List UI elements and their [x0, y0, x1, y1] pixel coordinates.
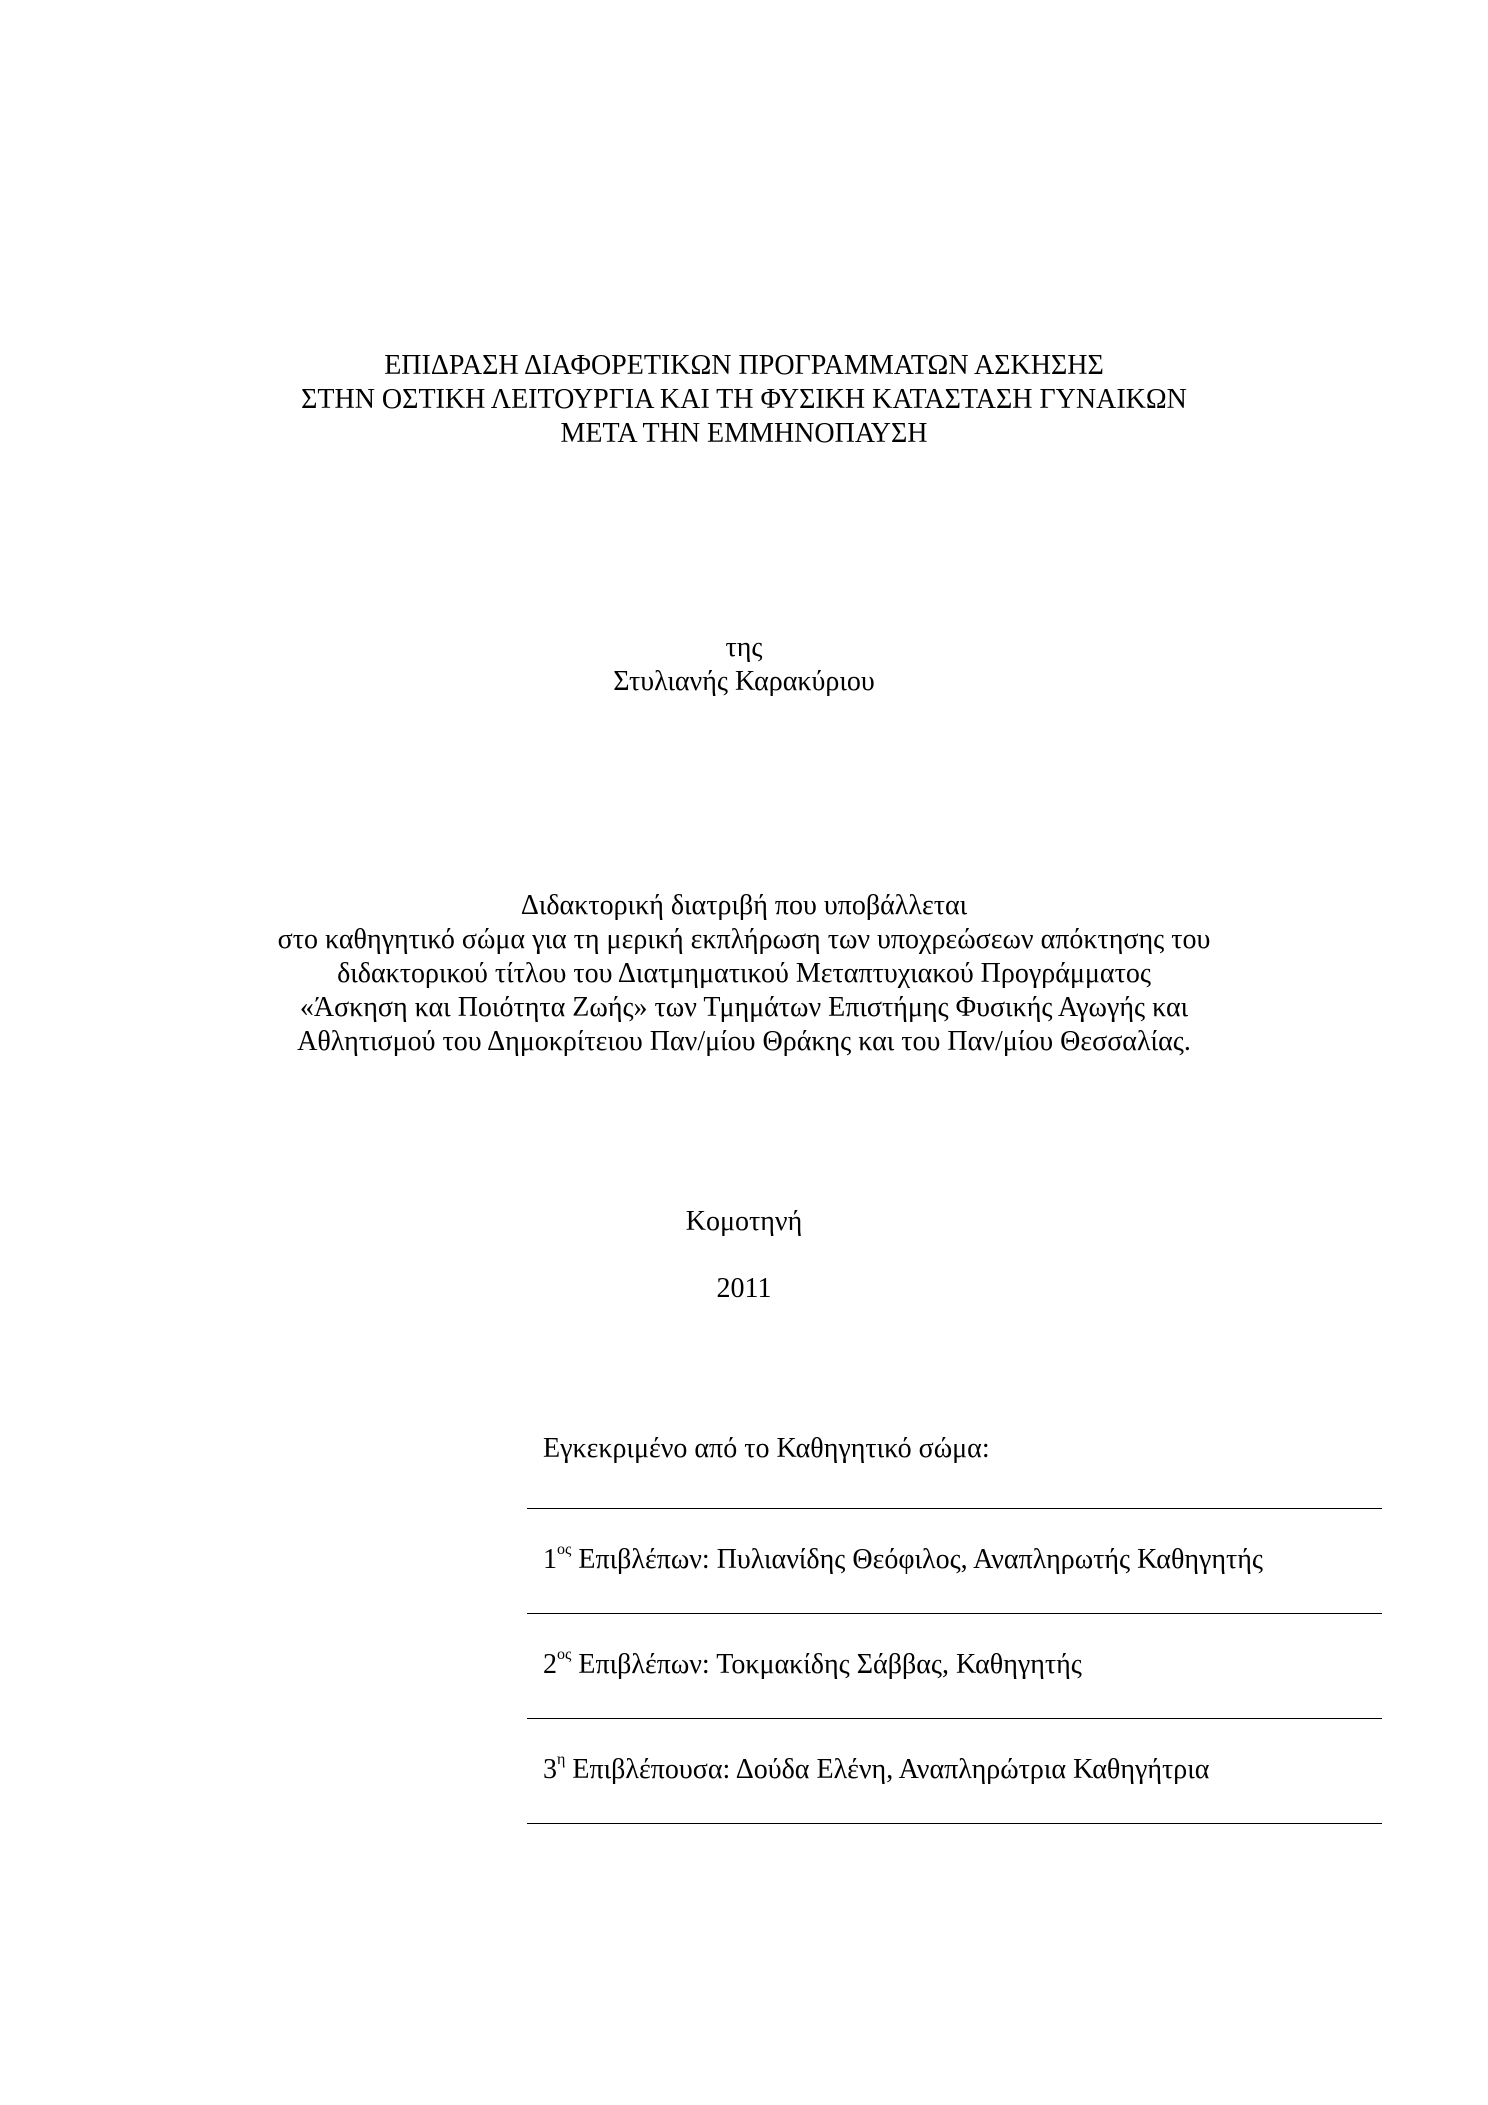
thesis-title: [0, 349, 1488, 451]
description-line: Διδακτορική διατριβή που υποβάλλεται: [520, 890, 968, 921]
supervisor-entry: [527, 1719, 1382, 1823]
supervisor-ordinal: η: [557, 1750, 566, 1768]
supervisor-number: 2: [543, 1649, 557, 1680]
title-line: ΕΠΙΔΡΑΣΗ ΔΙΑΦΟΡΕΤΙΚΩΝ ΠΡΟΓΡΑΜΜΑΤΩΝ ΑΣΚΗΣΗΣ: [384, 350, 1104, 381]
title-line: ΣΤΗΝ ΟΣΤΙΚΗ ΛΕΙΤΟΥΡΓΙΑ ΚΑΙ ΤΗ ΦΥΣΙΚΗ ΚΑΤΑΣΤΑΣΗ ΓΥΝΑΙΚΩΝ: [301, 384, 1187, 415]
description-line: «Άσκηση και Ποιότητα Ζωής» των Τμημάτων Επιστήμης Φυσικής Αγωγής και: [299, 992, 1189, 1023]
supervisor-ordinal: ος: [557, 1645, 572, 1663]
supervisor-entry: [527, 1614, 1382, 1718]
supervisor-text: Επιβλέπουσα: Δούδα Ελένη, Αναπληρώτρια Καθηγήτρια: [572, 1754, 1210, 1785]
supervisor-ordinal: ος: [557, 1540, 572, 1558]
supervisor-text: Επιβλέπων: Πυλιανίδης Θεόφιλος, Αναπληρωτής Καθηγητής: [578, 1544, 1264, 1575]
description-line: Αθλητισμού του Δημοκρίτειου Παν/μίου Θράκης και του Παν/μίου Θεσσαλίας.: [297, 1026, 1191, 1057]
description-line: διδακτορικού τίτλου του Διατμηματικού Μεταπτυχιακού Προγράμματος: [337, 958, 1151, 989]
approval-heading: Εγκεκριμένο από το Καθηγητικό σώμα:: [543, 1433, 990, 1464]
description-line: στο καθηγητικό σώμα για τη μερική εκπλήρωση των υποχρεώσεων απόκτησης του: [277, 924, 1211, 955]
supervisor-number: 1: [543, 1544, 557, 1575]
supervisor-text: Επιβλέπων: Τοκμακίδης Σάββας, Καθηγητής: [578, 1649, 1082, 1680]
year: 2011: [716, 1273, 772, 1304]
supervisor-number: 3: [543, 1754, 557, 1785]
author-prefix: της: [725, 632, 763, 663]
author-name: Στυλιανής Καρακύριου: [613, 666, 875, 697]
title-line: ΜΕΤΑ ΤΗΝ ΕΜΜΗΝΟΠΑΥΣΗ: [560, 418, 928, 449]
place: Κομοτηνή: [685, 1206, 803, 1237]
supervisor-entry: [527, 1509, 1382, 1613]
thesis-description: [0, 889, 1488, 1059]
author-block: [0, 631, 1488, 699]
divider-rule: [527, 1823, 1382, 1824]
approval-committee: [527, 1432, 1382, 1824]
